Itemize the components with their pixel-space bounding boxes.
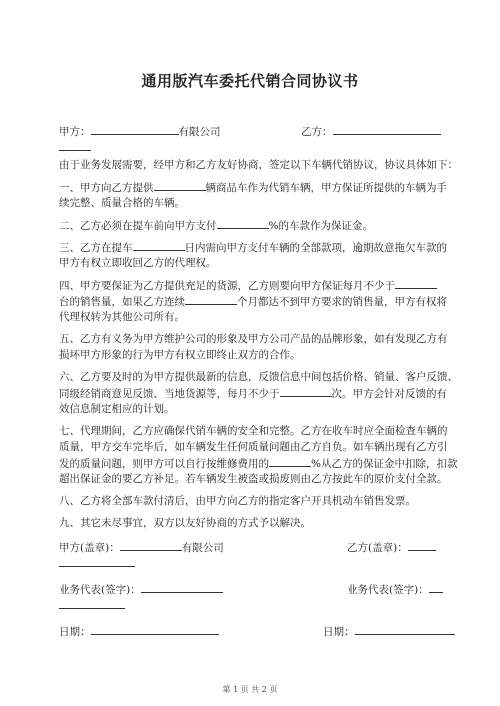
clause-7-blank[interactable]	[269, 456, 311, 467]
party-b	[301, 124, 441, 139]
clause-3-line-2: 甲方有权立即收回乙方的代理权。	[59, 257, 217, 269]
clause-1-line-2: 续完整、质量合格的车辆。	[59, 197, 185, 209]
clause-9: 九、其它未尽事宜，双方以友好协商的方式予以解决。	[59, 517, 311, 529]
clause-1-blank[interactable]	[154, 180, 206, 191]
clause-2-blank[interactable]	[217, 218, 269, 229]
clause-4-text-2: 台的销售量，如果乙方连续	[59, 296, 185, 308]
sign-party-b	[347, 540, 436, 555]
clause-4-line-2	[59, 294, 459, 309]
clause-2	[59, 218, 459, 233]
clause-3-text: 三、乙方在提车	[59, 242, 133, 254]
clause-7-line-3	[59, 456, 459, 471]
sign-party-a-suffix: 有限公司	[181, 542, 224, 554]
party-a-suffix: 有限公司	[178, 126, 221, 138]
rep-party-a	[59, 582, 279, 597]
clause-6-line-3: 效信息制定相应的计划。	[59, 403, 175, 415]
sign-party-a-label: 甲方(盖章)：	[59, 542, 120, 554]
sign-party-b-blank[interactable]	[408, 540, 436, 551]
rep-party-b-label: 业务代表(签字)：	[347, 584, 429, 596]
party-a-blank[interactable]	[91, 124, 179, 135]
clause-6-line-2	[59, 386, 459, 401]
rep-blank-continued[interactable]	[59, 598, 125, 609]
clause-7-line-1: 七、代理期间，乙方应确保代销车辆的安全和完整。乙方在收车时应全面检查车辆的	[59, 425, 448, 437]
clause-3-text-2: 日内需向甲方支付车辆的全部款项，逾期故意拖欠车款的	[184, 242, 447, 254]
party-b-label: 乙方：	[301, 126, 333, 138]
clause-3-line-1	[59, 240, 459, 255]
clause-7-text-2: %从乙方的保证金中扣除，扣款	[311, 458, 458, 470]
clause-6-line-1: 六、乙方要及时的为甲方提供最新的信息，反馈信息中间包括价格、销量、客户反馈、	[59, 371, 458, 383]
clause-1-text-2: 辆商品车作为代销车辆，甲方保证所提供的车辆为手	[205, 182, 447, 194]
clause-1-line-1	[59, 180, 459, 195]
clause-4-text: 四、甲方要保证为乙方提供充足的货源，乙方则要向甲方保证每月不少于	[59, 280, 395, 292]
sign-blank-continuation	[59, 556, 459, 571]
sign-party-b-label: 乙方(盖章)：	[347, 542, 408, 554]
clause-4-line-3: 代理权转为其他公司所有。	[59, 311, 185, 323]
clause-4-blank-2[interactable]	[185, 294, 237, 305]
date-party-b-label: 日期：	[323, 626, 355, 638]
page-footer: 第 1 页 共 2 页	[222, 685, 278, 694]
rep-party-b-blank[interactable]	[429, 582, 443, 593]
sign-party-a	[59, 540, 279, 555]
clause-4-text-3: 个月都达不到甲方要求的销售量，甲方有权将	[237, 296, 447, 308]
date-party-b	[323, 624, 455, 639]
date-party-a-blank[interactable]	[91, 624, 219, 635]
clause-5-line-2: 损坏甲方形象的行为甲方有权立即终止双方的合作。	[59, 349, 301, 361]
rep-blank-continuation	[59, 598, 459, 613]
party-b-continuation	[59, 140, 459, 155]
clause-5-line-1: 五、乙方有义务为甲方维护公司的形象及甲方公司产品的品牌形象，如有发现乙方有	[59, 333, 448, 345]
rep-party-a-label: 业务代表(签字)：	[59, 584, 141, 596]
clause-2-text: 二、乙方必须在提车前向甲方支付	[59, 220, 217, 232]
party-b-blank[interactable]	[333, 124, 441, 135]
clause-6-blank[interactable]	[280, 386, 332, 397]
date-party-b-blank[interactable]	[355, 624, 455, 635]
party-b-blank-continued[interactable]	[59, 140, 91, 151]
sign-blank-continued[interactable]	[59, 556, 135, 567]
rep-party-a-blank[interactable]	[141, 582, 223, 593]
party-a-label: 甲方：	[59, 126, 91, 138]
intro-text: 由于业务发展需要，经甲方和乙方友好协商，签定以下车辆代销协议，协议具体如下：	[59, 159, 458, 171]
clause-6-text: 同级经销商意见反馈、当地货源等，每月不少于	[59, 388, 280, 400]
document-title: 通用版汽车委托代销合同协议书	[141, 72, 359, 90]
clause-4-line-1	[59, 278, 459, 293]
clause-2-text-2: %的车款作为保证金。	[268, 220, 373, 232]
date-party-a-label: 日期：	[59, 626, 91, 638]
sign-party-a-blank[interactable]	[120, 540, 182, 551]
clause-3-blank[interactable]	[133, 240, 185, 251]
rep-party-b	[347, 582, 443, 597]
clause-1-text: 一、甲方向乙方提供	[59, 182, 154, 194]
clause-7-line-2: 质量，甲方交车完毕后，如车辆发生任何质量问题由乙方自负。如车辆出现有乙方引	[59, 441, 448, 453]
clause-4-blank-1[interactable]	[395, 278, 437, 289]
date-party-a	[59, 624, 279, 639]
clause-7-line-4: 超出保证金的要乙方补足。若车辆发生被盗或损废则由乙方按此车的原价支付全款。	[59, 473, 448, 485]
clause-6-text-2: 次。甲方会针对反馈的有	[331, 388, 447, 400]
clause-7-text: 发的质量问题，则甲方可以自行按维修费用的	[59, 458, 269, 470]
clause-8: 八、乙方将全部车款付清后，由甲方向乙方的指定客户开具机动车销售发票。	[59, 495, 416, 507]
